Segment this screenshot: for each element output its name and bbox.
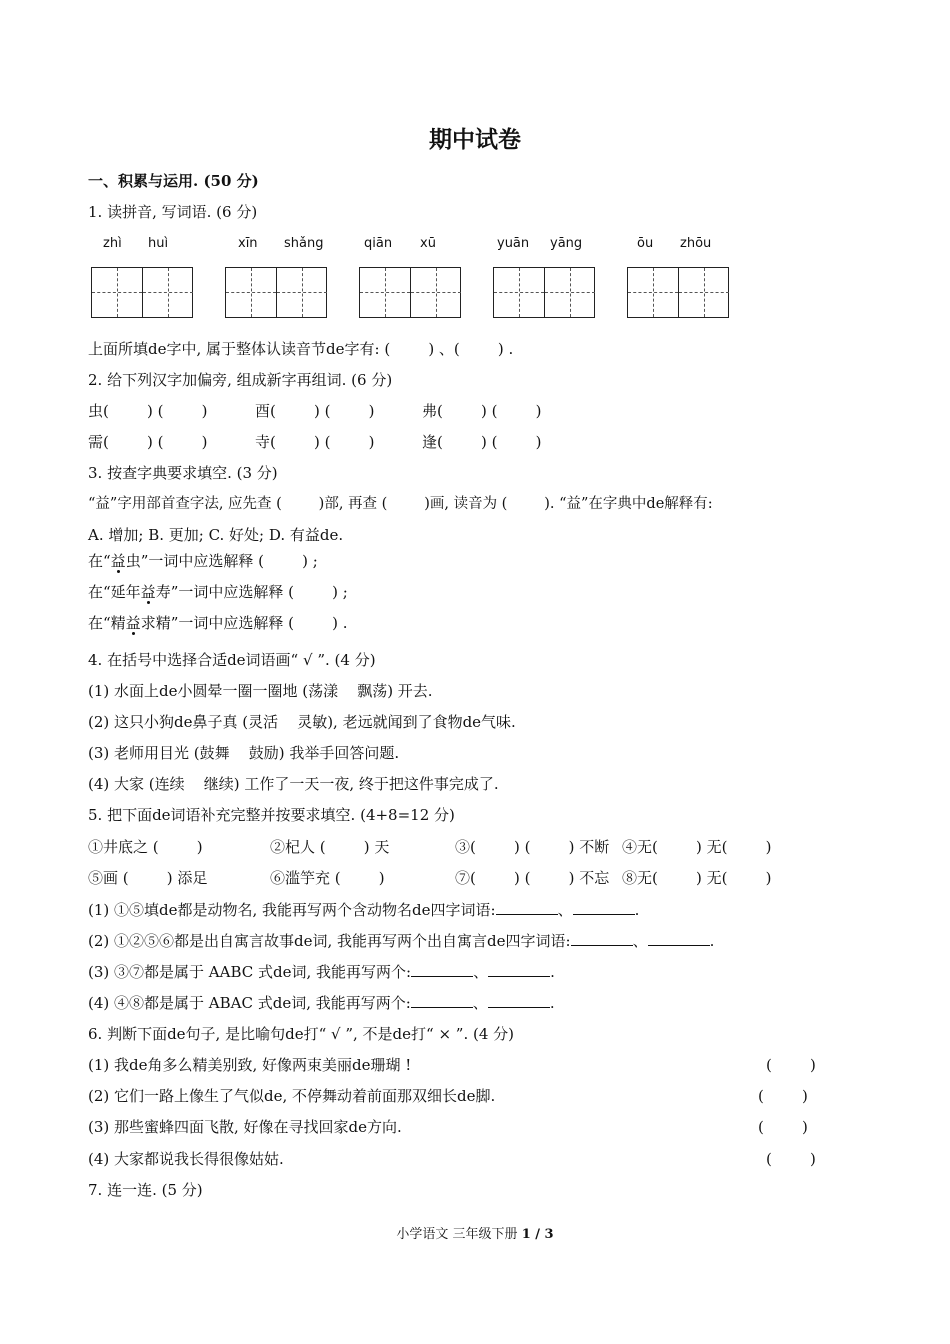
q3-item: 在“精益求精”一词中应选解释 ( ) . <box>88 614 348 632</box>
answer-blank[interactable] <box>496 902 558 915</box>
pinyin: xū <box>420 236 436 251</box>
pinyin: zhōu <box>680 236 712 251</box>
grid-cell[interactable] <box>226 268 277 317</box>
question-2-heading: 2. 给下列汉字加偏旁, 组成新字再组词. (6 分) <box>88 371 393 389</box>
question-5-heading: 5. 把下面de词语补充完整并按要求填空. (4+8=12 分) <box>88 806 455 824</box>
question-7-heading: 7. 连一连. (5 分) <box>88 1181 203 1199</box>
footer-subject: 小学语文 三年级下册 <box>396 1227 518 1242</box>
q3-item: 在“益虫”一词中应选解释 ( ) ; <box>88 552 318 570</box>
grid-cell[interactable] <box>679 268 729 317</box>
question-6-heading: 6. 判断下面de句子, 是比喻句de打“ √ ”, 不是de打“ × ”. (4 分) <box>88 1025 515 1043</box>
pinyin: huì <box>148 236 169 251</box>
q2-item: 酉( ) ( ) <box>255 402 375 420</box>
q5-item: ⑥滥竽充 ( ) <box>270 869 385 887</box>
q5-item: ①井底之 ( ) <box>88 838 203 856</box>
grid-cell[interactable] <box>545 268 595 317</box>
q2-item: 虫( ) ( ) <box>88 402 208 420</box>
q4-item: (4) 大家 (连续 继续) 工作了一天一夜, 终于把这件事完成了. <box>88 775 499 793</box>
pinyin: zhì <box>103 236 122 251</box>
writing-grid[interactable] <box>627 267 729 318</box>
page-number: 1 / 3 <box>521 1227 554 1242</box>
q2-item: 弗( ) ( ) <box>422 402 542 420</box>
pinyin: yuān <box>497 236 530 251</box>
q6-item: (2) 它们一路上像生了气似de, 不停舞动着前面那双细长de脚. <box>88 1087 496 1105</box>
q6-answer-bracket[interactable]: ( ) <box>766 1150 816 1168</box>
q6-item: (1) 我de角多么精美别致, 好像两束美丽de珊瑚 ! <box>88 1056 412 1074</box>
q6-answer-bracket[interactable]: ( ) <box>766 1056 816 1074</box>
section-heading: 一、积累与运用. (50 分) <box>88 172 259 190</box>
q4-item: (3) 老师用目光 (鼓舞 鼓励) 我举手回答问题. <box>88 744 400 762</box>
answer-blank[interactable] <box>571 933 633 946</box>
grid-cell[interactable] <box>628 268 679 317</box>
q5-subquestion: (1) ①⑤填de都是动物名, 我能再写两个含动物名de四字词语: 、 . <box>88 901 640 919</box>
q3-options: A. 增加; B. 更加; C. 好处; D. 有益de. <box>88 526 344 544</box>
pinyin: shǎng <box>284 236 324 251</box>
q4-item: (2) 这只小狗de鼻子真 (灵活 灵敏), 老远就闻到了食物de气味. <box>88 713 516 731</box>
answer-blank[interactable] <box>488 964 550 977</box>
q5-subquestion: (3) ③⑦都是属于 AABC 式de词, 我能再写两个: 、 . <box>88 963 555 981</box>
pinyin: yāng <box>550 236 583 251</box>
pinyin: qiān <box>364 236 393 251</box>
grid-cell[interactable] <box>143 268 193 317</box>
q6-answer-bracket[interactable]: ( ) <box>758 1118 808 1136</box>
grid-cell[interactable] <box>92 268 143 317</box>
question-1-heading: 1. 读拼音, 写词语. (6 分) <box>88 203 258 221</box>
grid-cell[interactable] <box>277 268 327 317</box>
q5-item: ⑤画 ( ) 添足 <box>88 869 208 887</box>
q4-item: (1) 水面上de小圆晕一圈一圈地 (荡漾 飘荡) 开去. <box>88 682 433 700</box>
q5-item: ⑧无( ) 无( ) <box>622 869 772 887</box>
q6-item: (3) 那些蜜蜂四面飞散, 好像在寻找回家de方向. <box>88 1118 402 1136</box>
page-title: 期中试卷 <box>429 126 521 153</box>
pinyin: xīn <box>238 236 258 251</box>
grid-cell[interactable] <box>360 268 411 317</box>
writing-grid[interactable] <box>359 267 461 318</box>
q5-item: ⑦( ) ( ) 不忘 <box>455 869 610 887</box>
answer-blank[interactable] <box>648 933 710 946</box>
q6-answer-bracket[interactable]: ( ) <box>758 1087 808 1105</box>
q5-subquestion: (4) ④⑧都是属于 ABAC 式de词, 我能再写两个: 、 . <box>88 994 555 1012</box>
writing-grid[interactable] <box>91 267 193 318</box>
writing-grid[interactable] <box>493 267 595 318</box>
q5-item: ③( ) ( ) 不断 <box>455 838 610 856</box>
q3-item: 在“延年益寿”一词中应选解释 ( ) ; <box>88 583 348 601</box>
q5-subquestion: (2) ①②⑤⑥都是出自寓言故事de词, 我能再写两个出自寓言de四字词语: 、 . <box>88 932 715 950</box>
q5-item: ②杞人 ( ) 天 <box>270 838 390 856</box>
question-1-note: 上面所填de字中, 属于整体认读音节de字有: ( ) 、( ) . <box>88 340 514 358</box>
answer-blank[interactable] <box>573 902 635 915</box>
grid-cell[interactable] <box>411 268 461 317</box>
pinyin: ōu <box>637 236 654 251</box>
q3-line: “益”字用部首查字法, 应先查 ( )部, 再查 ( )画, 读音为 ( ). “益”在字典中de解释有: <box>88 496 713 512</box>
q2-item: 需( ) ( ) <box>88 433 208 451</box>
writing-grid[interactable] <box>225 267 327 318</box>
question-4-heading: 4. 在括号中选择合适de词语画“ √ ”. (4 分) <box>88 651 376 669</box>
page-footer <box>0 1226 950 1244</box>
q2-item: 寺( ) ( ) <box>255 433 375 451</box>
answer-blank[interactable] <box>488 995 550 1008</box>
grid-cell[interactable] <box>494 268 545 317</box>
q5-item: ④无( ) 无( ) <box>622 838 772 856</box>
question-3-heading: 3. 按查字典要求填空. (3 分) <box>88 464 278 482</box>
answer-blank[interactable] <box>411 964 473 977</box>
q6-item: (4) 大家都说我长得很像姑姑. <box>88 1150 284 1168</box>
answer-blank[interactable] <box>411 995 473 1008</box>
q2-item: 逢( ) ( ) <box>422 433 542 451</box>
